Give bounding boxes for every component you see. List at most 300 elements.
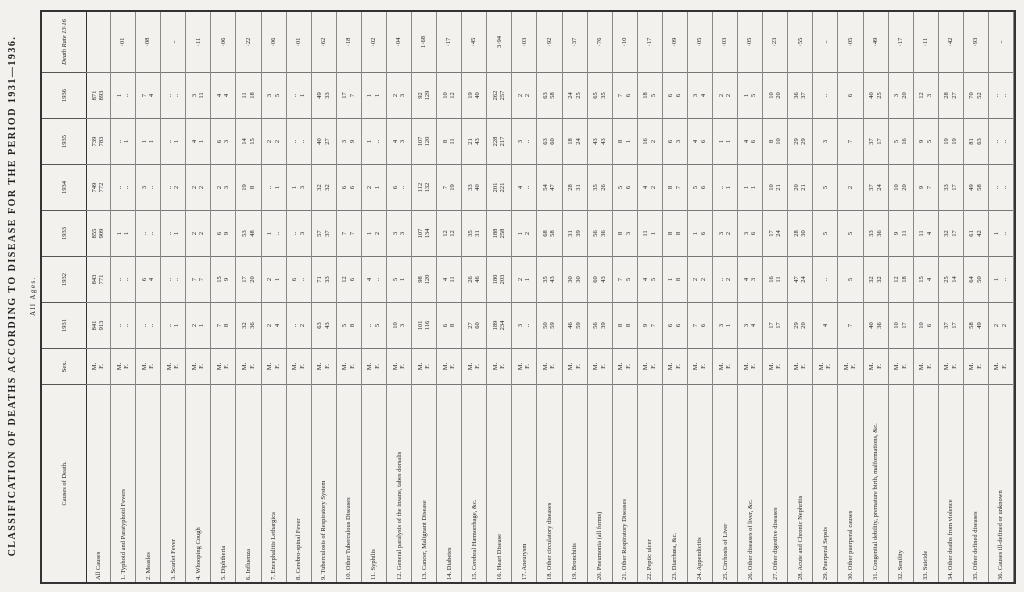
sex-cell: M. F. [262, 348, 286, 384]
female-value: 6 [699, 323, 707, 328]
female-value: 4 [148, 277, 156, 282]
female-value: 20 [248, 276, 256, 283]
female-value: 1 [273, 277, 281, 282]
male-value: 3 [266, 93, 274, 98]
male-value: 1 [366, 231, 374, 236]
female-value: 16 [900, 138, 908, 145]
year-cell [914, 118, 938, 164]
year-cell [86, 302, 110, 348]
female-value: 5 [649, 93, 657, 98]
male-value: 107 [416, 136, 424, 147]
female-value: 3 [821, 139, 829, 144]
year-cell [939, 302, 963, 348]
year-cell [136, 210, 160, 256]
year-cell [914, 164, 938, 210]
female-value: 2 [298, 323, 306, 328]
female-value: 5 [624, 277, 632, 282]
female-value: 21 [800, 184, 808, 191]
cause-cell: 13. Cancer, Malignant Disease [412, 384, 436, 582]
female-value: 2 [725, 231, 733, 236]
year-cell [713, 210, 737, 256]
male-value: 56 [592, 322, 600, 329]
year-cell [412, 210, 436, 256]
year-cell [362, 72, 386, 118]
female-value: 6 [925, 323, 933, 328]
female-value: .. [399, 185, 406, 190]
male-value: .. [165, 139, 173, 144]
female-value: 120 [424, 136, 432, 147]
female-value: 11 [449, 138, 457, 145]
male-value: 81 [968, 138, 976, 145]
female-value: 60 [474, 322, 482, 329]
male-value: 2 [391, 93, 399, 98]
male-value: 1 [291, 185, 299, 190]
year-cell [136, 164, 160, 210]
female-value: 20 [900, 184, 908, 191]
male-value: .. [165, 323, 173, 328]
male-value: 58 [968, 322, 976, 329]
year-cell [337, 164, 361, 210]
year-cell [287, 302, 311, 348]
male-value: 32 [943, 230, 951, 237]
year-cell [738, 118, 762, 164]
sex-cell: M. F. [763, 348, 787, 384]
female-value: 12 [449, 92, 457, 99]
female-value: 58 [549, 92, 557, 99]
female-value: 1 [725, 185, 733, 190]
year-cell [613, 210, 637, 256]
year-cell [512, 302, 536, 348]
cause-cell: 28. Acute and Chronic Nephritis [788, 384, 812, 582]
year-cell [613, 302, 637, 348]
female-value: .. [524, 185, 532, 190]
male-value: 2 [190, 185, 198, 190]
female-value: 17 [875, 138, 883, 145]
female-value: 4 [699, 93, 707, 98]
male-value: 65 [592, 92, 600, 99]
year-cell [613, 256, 637, 302]
page-subtitle: All Ages. [29, 276, 37, 316]
year-cell [186, 256, 210, 302]
year-cell [889, 302, 913, 348]
male-value: 9 [642, 323, 650, 328]
male-value: 188 [491, 228, 499, 239]
female-value: .. [1000, 139, 1008, 144]
female-value: 43 [599, 276, 607, 283]
male-value: 6 [667, 323, 675, 328]
sex-cell: M. F. [136, 348, 160, 384]
year-cell [989, 72, 1013, 118]
male-value: 4 [642, 185, 650, 190]
year-cell [487, 72, 511, 118]
female-value: 1 [649, 231, 657, 236]
male-value: .. [140, 231, 148, 236]
male-value: 35 [466, 230, 474, 237]
year-cell [914, 210, 938, 256]
year-cell [86, 164, 110, 210]
table-row [788, 12, 813, 582]
male-value: 8 [767, 139, 775, 144]
male-value: 25 [943, 276, 951, 283]
sex-cell: M. F. [362, 348, 386, 384]
male-value: 2 [366, 185, 374, 190]
female-value: 39 [599, 322, 607, 329]
male-value: .. [993, 139, 1001, 144]
male-value: 63 [541, 92, 549, 99]
year-cell [161, 256, 185, 302]
year-cell [788, 210, 812, 256]
table-row [487, 12, 512, 582]
year-cell [964, 118, 988, 164]
female-value: 6 [699, 185, 707, 190]
male-value: 1 [516, 231, 524, 236]
year-cell [939, 256, 963, 302]
table-row [412, 12, 437, 582]
female-value: 24 [574, 138, 582, 145]
year-cell [111, 72, 135, 118]
female-value: .. [821, 277, 829, 282]
female-value: 2 [725, 277, 733, 282]
year-cell [111, 302, 135, 348]
year-cell [211, 118, 235, 164]
female-value: 8 [348, 323, 356, 328]
table-row [537, 12, 562, 582]
table-row [387, 12, 412, 582]
table-row [211, 12, 236, 582]
male-value: 26 [466, 276, 474, 283]
male-value: 8 [617, 231, 625, 236]
year-cell [788, 118, 812, 164]
female-value: 8 [624, 323, 632, 328]
year-cell [864, 72, 888, 118]
year-cell [638, 118, 662, 164]
female-value: 6 [348, 277, 356, 282]
table-row [688, 12, 713, 582]
sex-cell: M. F. [713, 348, 737, 384]
year-cell [161, 210, 185, 256]
male-value: 17 [341, 92, 349, 99]
table-row [236, 12, 261, 582]
sex-cell: M. F. [487, 348, 511, 384]
female-value: 4 [223, 93, 231, 98]
female-value: 1 [123, 139, 131, 144]
male-value: 33 [868, 230, 876, 237]
male-value: 70 [968, 92, 976, 99]
death-rate-cell: ·17 [445, 37, 453, 47]
female-value: 47 [549, 184, 557, 191]
year-cell [312, 72, 336, 118]
female-value: 2 [198, 231, 206, 236]
year-cell [462, 164, 486, 210]
cause-cell: 11. Syphilis [362, 384, 386, 582]
female-value: 24 [775, 230, 783, 237]
year-cell [889, 72, 913, 118]
cause-cell: 26. Other diseases of liver, &c. [738, 384, 762, 582]
year-cell [236, 118, 260, 164]
male-value: 1 [993, 277, 1001, 282]
female-value: 58 [549, 230, 557, 237]
female-value: 7 [348, 231, 356, 236]
male-value: 8 [667, 185, 675, 190]
female-value: 30 [574, 276, 582, 283]
female-value: 20 [775, 92, 783, 99]
male-value: 15 [918, 276, 926, 283]
year-cell [412, 72, 436, 118]
cause-cell: 9. Tuberculosis of Respiratory System [312, 384, 336, 582]
death-rate-cell: ·01 [119, 37, 127, 47]
male-value: 40 [868, 92, 876, 99]
year-cell [864, 256, 888, 302]
sex-cell: M. F. [287, 348, 311, 384]
female-value: 1 [123, 231, 131, 236]
year-cell [211, 210, 235, 256]
male-value: 10 [441, 92, 449, 99]
cause-cell: 15. Cerebral Hæmorrhage, &c. [462, 384, 486, 582]
male-value: 50 [541, 322, 549, 329]
death-rate-cell: ·23 [771, 37, 779, 47]
cause-cell: 20. Pneumonia (all forms) [588, 384, 612, 582]
male-value: 19 [241, 184, 249, 191]
year-cell [512, 256, 536, 302]
female-value: 7 [846, 323, 854, 328]
header-year: 1931 [42, 302, 86, 348]
year-cell [864, 118, 888, 164]
male-value: 10 [391, 322, 399, 329]
year-cell [262, 72, 286, 118]
male-value: 749 [90, 182, 98, 193]
male-value: 3 [516, 139, 524, 144]
year-cell [387, 302, 411, 348]
sex-cell: M. F. [337, 348, 361, 384]
male-value: 4 [516, 185, 524, 190]
sex-cell: M. F. [838, 348, 862, 384]
female-value: 26 [599, 184, 607, 191]
female-value: 1 [750, 185, 758, 190]
death-rate-cell: ·06 [219, 37, 227, 47]
year-cell [487, 256, 511, 302]
sex-cell: M. F. [537, 348, 561, 384]
female-value: 4 [273, 323, 281, 328]
year-cell [462, 210, 486, 256]
sex-cell: M. F. [663, 348, 687, 384]
female-value: 36 [875, 322, 883, 329]
year-cell [186, 118, 210, 164]
female-value: .. [273, 231, 281, 236]
male-value: 871 [90, 90, 98, 101]
female-value: 36 [599, 230, 607, 237]
year-cell [262, 210, 286, 256]
year-cell [989, 210, 1013, 256]
year-cell [537, 210, 561, 256]
female-value: 1 [198, 323, 206, 328]
male-value: 24 [567, 92, 575, 99]
year-cell [964, 72, 988, 118]
sex-cell: M. F. [788, 348, 812, 384]
female-value: 4 [148, 93, 156, 98]
table-row [161, 12, 186, 582]
male-value: 5 [617, 185, 625, 190]
year-cell [136, 118, 160, 164]
year-cell [211, 72, 235, 118]
year-cell [262, 302, 286, 348]
cause-cell: 22. Peptic ulcer [638, 384, 662, 582]
male-value: 31 [567, 230, 575, 237]
male-value: 2 [993, 323, 1001, 328]
female-value: 3 [223, 139, 231, 144]
year-cell [537, 72, 561, 118]
male-value: 49 [316, 92, 324, 99]
male-value: 8 [441, 139, 449, 144]
cause-cell: 10. Other Tuberculous Diseases [337, 384, 361, 582]
female-value: 3 [750, 277, 758, 282]
male-value: 37 [868, 138, 876, 145]
year-cell [462, 256, 486, 302]
year-cell [763, 118, 787, 164]
male-value: 54 [541, 184, 549, 191]
year-cell [763, 164, 787, 210]
female-value: 7 [674, 185, 682, 190]
female-value: 772 [98, 182, 106, 193]
female-value: 24 [875, 184, 883, 191]
year-cell [211, 164, 235, 210]
female-value: 36 [875, 230, 883, 237]
year-cell [512, 118, 536, 164]
male-value: 30 [567, 276, 575, 283]
female-value: 783 [98, 136, 106, 147]
sex-cell: M. F. [964, 348, 988, 384]
year-cell [512, 210, 536, 256]
male-value: .. [717, 185, 725, 190]
female-value: 17 [775, 322, 783, 329]
header-year: 1932 [42, 256, 86, 302]
death-rate-cell: ·37 [570, 37, 578, 47]
male-value: 107 [416, 228, 424, 239]
cause-cell: 3. Scarlet Fever [161, 384, 185, 582]
female-value: 5 [846, 277, 854, 282]
year-cell [638, 210, 662, 256]
table-row [738, 12, 763, 582]
female-value: 50 [975, 276, 983, 283]
female-value: 116 [424, 320, 432, 331]
male-value: 12 [341, 276, 349, 283]
cause-cell: 5. Diphtheria [211, 384, 235, 582]
death-rate-cell: ·04 [395, 37, 403, 47]
year-cell [964, 164, 988, 210]
male-value: 4 [642, 277, 650, 282]
male-value: 4 [692, 139, 700, 144]
year-cell [236, 256, 260, 302]
female-value: 6 [699, 139, 707, 144]
year-cell [387, 256, 411, 302]
sex-cell: M. F. [161, 348, 185, 384]
sex-cell: M. F. [512, 348, 536, 384]
year-cell [738, 72, 762, 118]
cause-cell: 19. Bronchitis [563, 384, 587, 582]
cause-cell: 23. Diarrhœa, &c. [663, 384, 687, 582]
female-value: 6 [750, 139, 758, 144]
female-value: 4 [821, 323, 829, 328]
male-value: 3 [717, 323, 725, 328]
year-cell [939, 118, 963, 164]
male-value: 1 [115, 231, 123, 236]
female-value: 5 [821, 231, 829, 236]
year-cell [864, 302, 888, 348]
female-value: 27 [950, 92, 958, 99]
year-cell [387, 118, 411, 164]
header-sex: Sex. [42, 348, 86, 384]
female-value: 5 [649, 277, 657, 282]
female-value: .. [148, 231, 156, 236]
year-cell [838, 72, 862, 118]
female-value: .. [123, 93, 131, 98]
cause-cell: 14. Diabetes [437, 384, 461, 582]
female-value: 18 [900, 276, 908, 283]
year-cell [563, 256, 587, 302]
death-rate-cell: ·18 [345, 37, 353, 47]
sex-cell: M. F. [989, 348, 1013, 384]
male-value: 6 [215, 139, 223, 144]
year-cell [939, 72, 963, 118]
male-value: .. [291, 139, 299, 144]
male-value: 6 [441, 323, 449, 328]
female-value: 132 [424, 182, 432, 193]
table-row [613, 12, 638, 582]
year-cell [211, 256, 235, 302]
female-value: 59 [574, 322, 582, 329]
year-cell [387, 72, 411, 118]
death-rate-cell: ·01 [294, 37, 302, 47]
death-rate-cell: ·11 [194, 37, 202, 47]
page-title: CLASSIFICATION OF DEATHS ACCORDING TO DISEASE FOR THE PERIOD 1931—1936. [7, 35, 18, 557]
table-body [86, 12, 1014, 582]
female-value: 771 [98, 274, 106, 285]
female-value: 19 [950, 138, 958, 145]
death-rate-cell: ·55 [796, 37, 804, 47]
year-cell [287, 164, 311, 210]
male-value: 3 [893, 93, 901, 98]
year-cell [713, 72, 737, 118]
male-value: 20 [792, 184, 800, 191]
female-value: 2 [725, 93, 733, 98]
table-row [964, 12, 989, 582]
male-value: 40 [316, 138, 324, 145]
header-cause: Causes of Death. [42, 384, 86, 582]
female-value: .. [148, 323, 156, 328]
female-value: 1 [725, 139, 733, 144]
year-cell [412, 118, 436, 164]
female-value: 3 [399, 139, 406, 144]
year-cell [287, 256, 311, 302]
female-value: .. [298, 139, 306, 144]
male-value: 8 [617, 139, 625, 144]
female-value: .. [1000, 93, 1008, 98]
year-cell [462, 302, 486, 348]
male-value: 1 [742, 185, 750, 190]
year-cell [563, 302, 587, 348]
male-value: 40 [868, 322, 876, 329]
female-value: 49 [975, 322, 983, 329]
male-value: 19 [466, 92, 474, 99]
female-value: 43 [549, 276, 557, 283]
year-cell [462, 72, 486, 118]
year-cell [563, 210, 587, 256]
sex-cell: M. F. [111, 348, 135, 384]
year-cell [638, 164, 662, 210]
cause-cell: 25. Cirrhosis of Liver [713, 384, 737, 582]
sex-cell: M. F. [939, 348, 963, 384]
death-rate-cell: ·05 [746, 37, 754, 47]
male-value: 29 [792, 138, 800, 145]
